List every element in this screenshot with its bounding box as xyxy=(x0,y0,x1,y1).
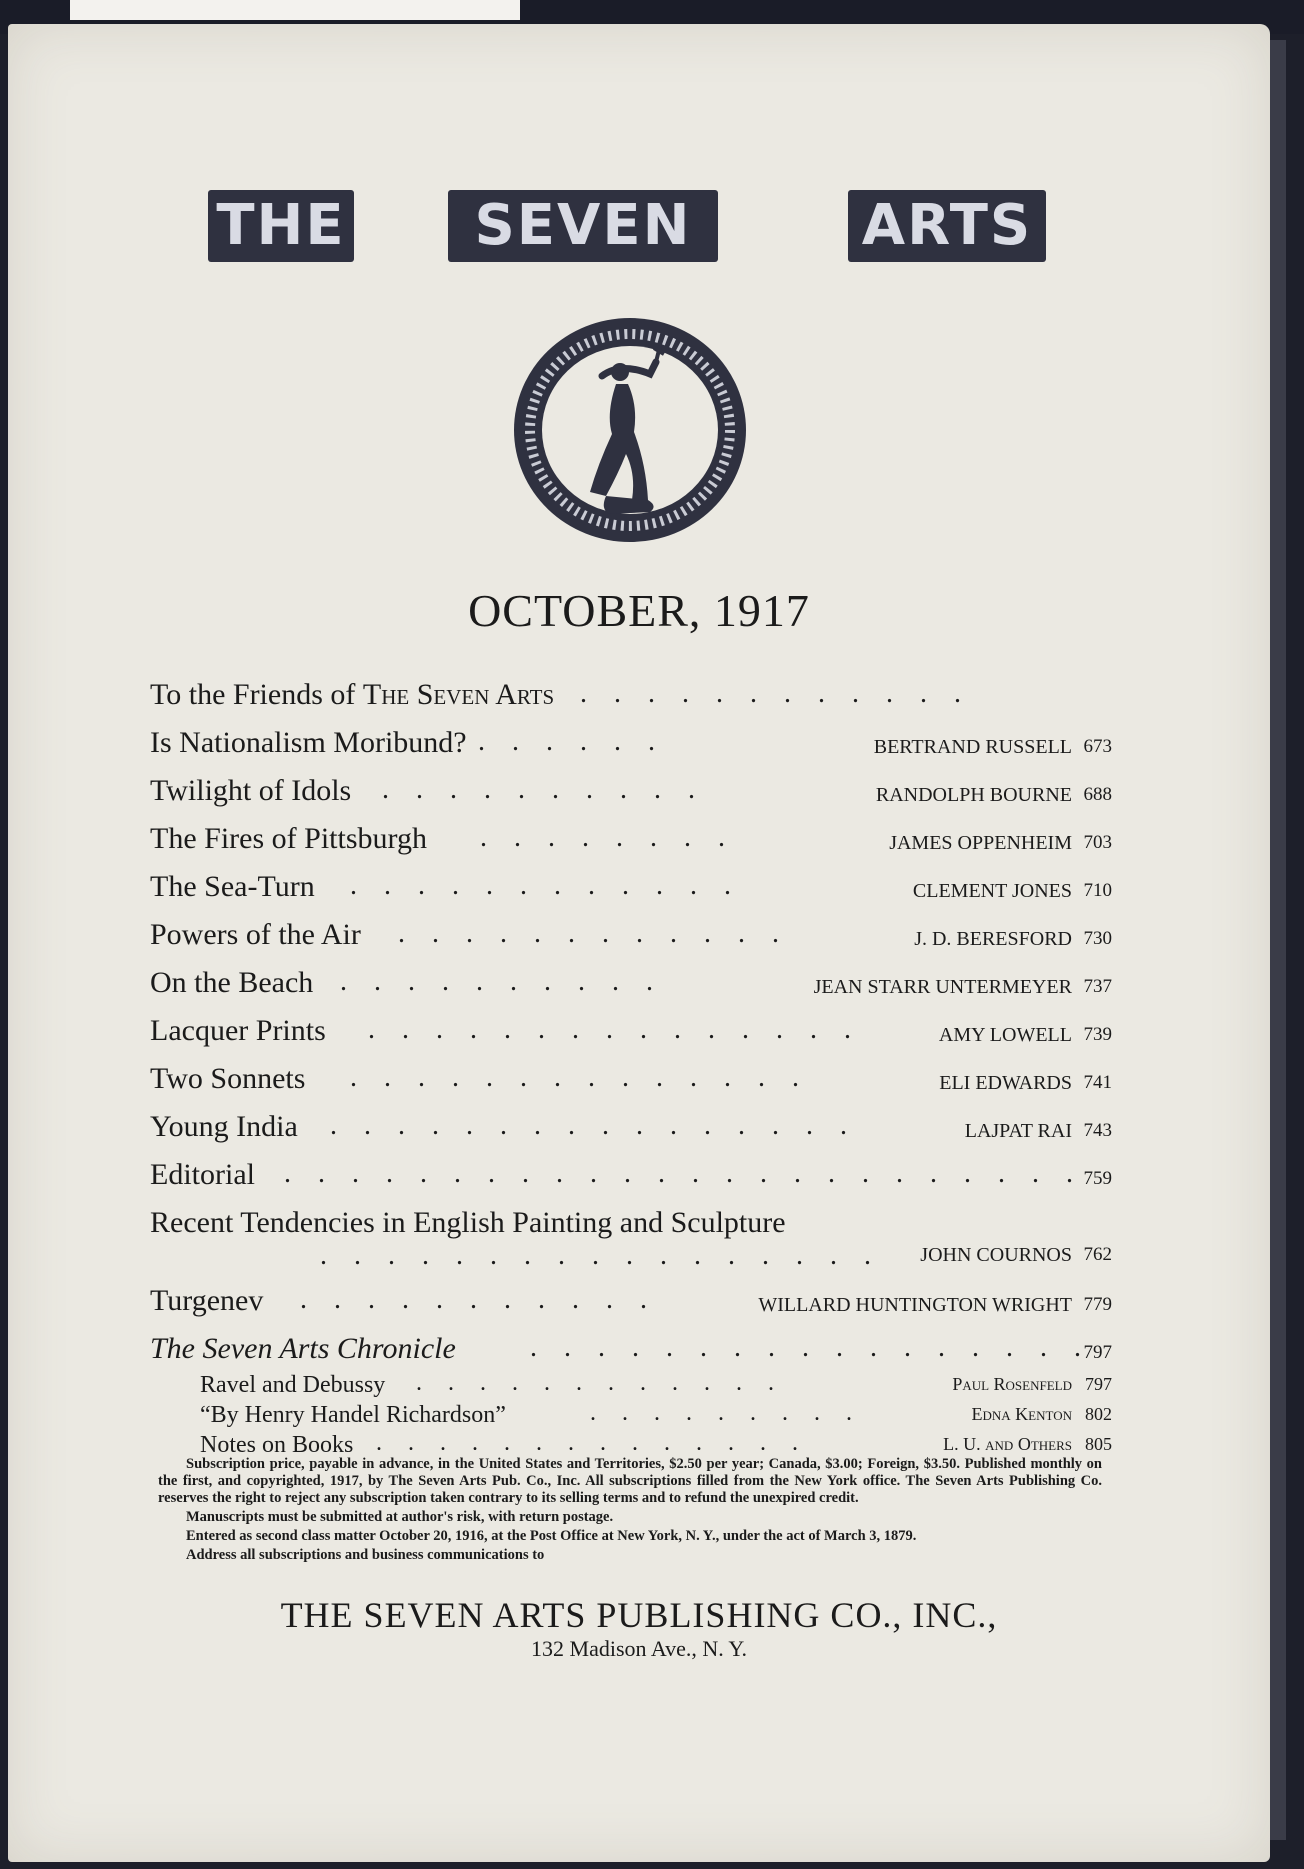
toc-title: Two Sonnets xyxy=(150,1062,306,1095)
leader-dots: . . . . . . . . . . . . . . xyxy=(376,1430,808,1456)
leader-dots: . . . . . . . . . . . . . . . . . . . . . . . . xyxy=(284,1158,1083,1189)
toc-page-number: 730 xyxy=(1083,928,1112,949)
publisher-address: 132 Madison Ave., N. Y. xyxy=(531,1636,747,1661)
toc-author: RANDOLPH BOURNE xyxy=(875,784,1072,806)
issue-date: OCTOBER, 1917 xyxy=(468,585,810,636)
leader-dots: . . . . . . . . . . . . xyxy=(580,678,971,709)
toc-page-number: 703 xyxy=(1083,832,1112,853)
chronicle-title: Ravel and Debussy xyxy=(200,1372,386,1398)
toc-title: Young India xyxy=(150,1110,298,1143)
leader-dots: . . . . . . . . xyxy=(480,822,735,853)
toc-author: LAJPAT RAI xyxy=(964,1120,1072,1142)
leader-dots: . . . . . . . . . . . . . . xyxy=(350,1062,809,1093)
chronicle-row xyxy=(150,1400,1112,1430)
toc-title xyxy=(150,678,554,712)
toc-row xyxy=(150,1328,1112,1370)
toc-author: CLEMENT JONES xyxy=(912,880,1072,902)
toc-page-number: 779 xyxy=(1083,1294,1112,1315)
leader-dots: . . . . . . . . . . xyxy=(340,966,663,997)
leader-dots: . . . . . . . . . . . . xyxy=(398,918,789,949)
toc-author: AMY LOWELL xyxy=(938,1024,1072,1046)
toc-page-number: 739 xyxy=(1083,1024,1112,1045)
toc-row xyxy=(150,962,1112,1010)
chronicle-page-number: 802 xyxy=(1085,1404,1112,1424)
address-note: Address all subscriptions and business communications to xyxy=(186,1547,545,1563)
toc-row xyxy=(150,1106,1112,1154)
toc-row xyxy=(150,1058,1112,1106)
toc-row xyxy=(150,1202,1112,1239)
toc-row xyxy=(150,1154,1112,1202)
toc-row xyxy=(150,866,1112,914)
toc-page-number: 762 xyxy=(1083,1244,1112,1265)
leader-dots: . . . . . . . . . . . . . . . . xyxy=(330,1110,857,1141)
masthead-word-the: THE xyxy=(208,190,354,262)
toc-title-text: To the Friends of xyxy=(150,678,363,711)
chronicle-title: “By Henry Handel Richardson” xyxy=(200,1402,506,1428)
toc-row-continued xyxy=(150,1236,1112,1280)
toc-page-number: 741 xyxy=(1083,1072,1112,1093)
leader-dots: . . . . . . . . . . . . xyxy=(416,1370,784,1396)
toc-title: Turgenev xyxy=(150,1284,264,1317)
toc-row xyxy=(150,722,1112,770)
magazine-page xyxy=(8,24,1270,1862)
toc-author: BERTRAND RUSSELL xyxy=(873,736,1072,758)
toc-title: The Sea-Turn xyxy=(150,870,315,903)
toc-author: WILLARD HUNTINGTON WRIGHT xyxy=(758,1294,1072,1316)
masthead xyxy=(208,190,1048,270)
toc-title: Lacquer Prints xyxy=(150,1014,326,1047)
toc-author: J. D. BERESFORD xyxy=(914,928,1072,950)
chronicle-page-number: 797 xyxy=(1085,1374,1112,1394)
chronicle-author: Paul Rosenfeld xyxy=(952,1374,1072,1394)
toc-title: The Fires of Pittsburgh xyxy=(150,822,427,855)
publisher-name: THE SEVEN ARTS PUBLISHING CO., INC., xyxy=(280,1595,998,1635)
toc-title: On the Beach xyxy=(150,966,314,999)
toc-page-number: 688 xyxy=(1083,784,1112,805)
toc-author: JEAN STARR UNTERMEYER xyxy=(813,976,1072,998)
toc-page-number: 710 xyxy=(1083,880,1112,901)
toc-title: Powers of the Air xyxy=(150,918,361,951)
toc-title: Is Nationalism Moribund? xyxy=(150,726,467,759)
leader-dots: . . . . . . . . . . . . . . . . . xyxy=(320,1240,881,1271)
toc-row xyxy=(150,914,1112,962)
chronicle-page-number: 805 xyxy=(1085,1434,1112,1454)
chronicle-author: L. U. and Others xyxy=(943,1434,1072,1454)
leader-dots: . . . . . . . . . . . . . . . xyxy=(368,1014,861,1045)
manuscripts-note: Manuscripts must be submitted at author's risk, with return postage. xyxy=(186,1509,614,1525)
toc-author: JOHN COURNOS xyxy=(920,1244,1072,1266)
toc-title: Twilight of Idols xyxy=(150,774,352,807)
toc-title-smallcaps: The Seven Arts xyxy=(362,678,555,711)
leader-dots: . . . . . . . . . . . . . . . . . xyxy=(530,1332,1091,1363)
leader-dots: . . . . . . . . . . xyxy=(382,774,705,805)
toc-title: Recent Tendencies in English Painting and Sculpture xyxy=(150,1206,786,1239)
fine-print xyxy=(158,1456,1102,1566)
masthead-word-arts: ARTS xyxy=(848,190,1046,262)
toc-row xyxy=(150,770,1112,818)
leader-dots: . . . . . . . . . . . xyxy=(300,1284,657,1315)
toc-row xyxy=(150,674,1112,722)
toc-page-number: 759 xyxy=(1083,1168,1112,1189)
leader-dots: . . . . . . . . . . . . xyxy=(350,870,741,901)
toc-page-number: 743 xyxy=(1083,1120,1112,1141)
top-paper-slip xyxy=(70,0,520,20)
chronicle-row xyxy=(150,1370,1112,1400)
toc-page-number: 673 xyxy=(1083,736,1112,757)
toc-page-number: 797 xyxy=(1083,1342,1112,1363)
toc-row xyxy=(150,1280,1112,1328)
toc-author: ELI EDWARDS xyxy=(939,1072,1072,1094)
leader-dots: . . . . . . xyxy=(478,726,665,757)
toc-title: Editorial xyxy=(150,1158,255,1191)
leader-dots: . . . . . . . . . xyxy=(590,1400,862,1426)
toc-title: The Seven Arts Chronicle xyxy=(150,1332,456,1365)
subscription-note: Subscription price, payable in advance, in the United States and Territories, $2.50 per year; Canada, $3.00; Foreign, $3.50. Published monthly on the first, and copyrighted, 1917, by The Seven Arts Pub. Co., Inc. All subscriptions filled from the New York office. The Seven Arts Publishing Co. reserves the right to reject any subscription taken contrary to its selling terms and to refund the unexpired credit. xyxy=(158,1456,1102,1506)
entry-note: Entered as second class matter October 20, 1916, at the Post Office at New York, N. Y., under the act of March 3, 1879. xyxy=(186,1528,917,1544)
masthead-word-seven: SEVEN xyxy=(448,190,718,262)
toc-author: JAMES OPPENHEIM xyxy=(889,832,1072,854)
chronicle-title: Notes on Books xyxy=(200,1432,354,1458)
toc-page-number: 737 xyxy=(1083,976,1112,997)
chronicle-author: Edna Kenton xyxy=(971,1404,1072,1424)
toc-row xyxy=(150,1010,1112,1058)
torch-bearer-medallion-icon xyxy=(510,314,750,546)
toc-row xyxy=(150,818,1112,866)
table-of-contents xyxy=(150,674,1112,1460)
